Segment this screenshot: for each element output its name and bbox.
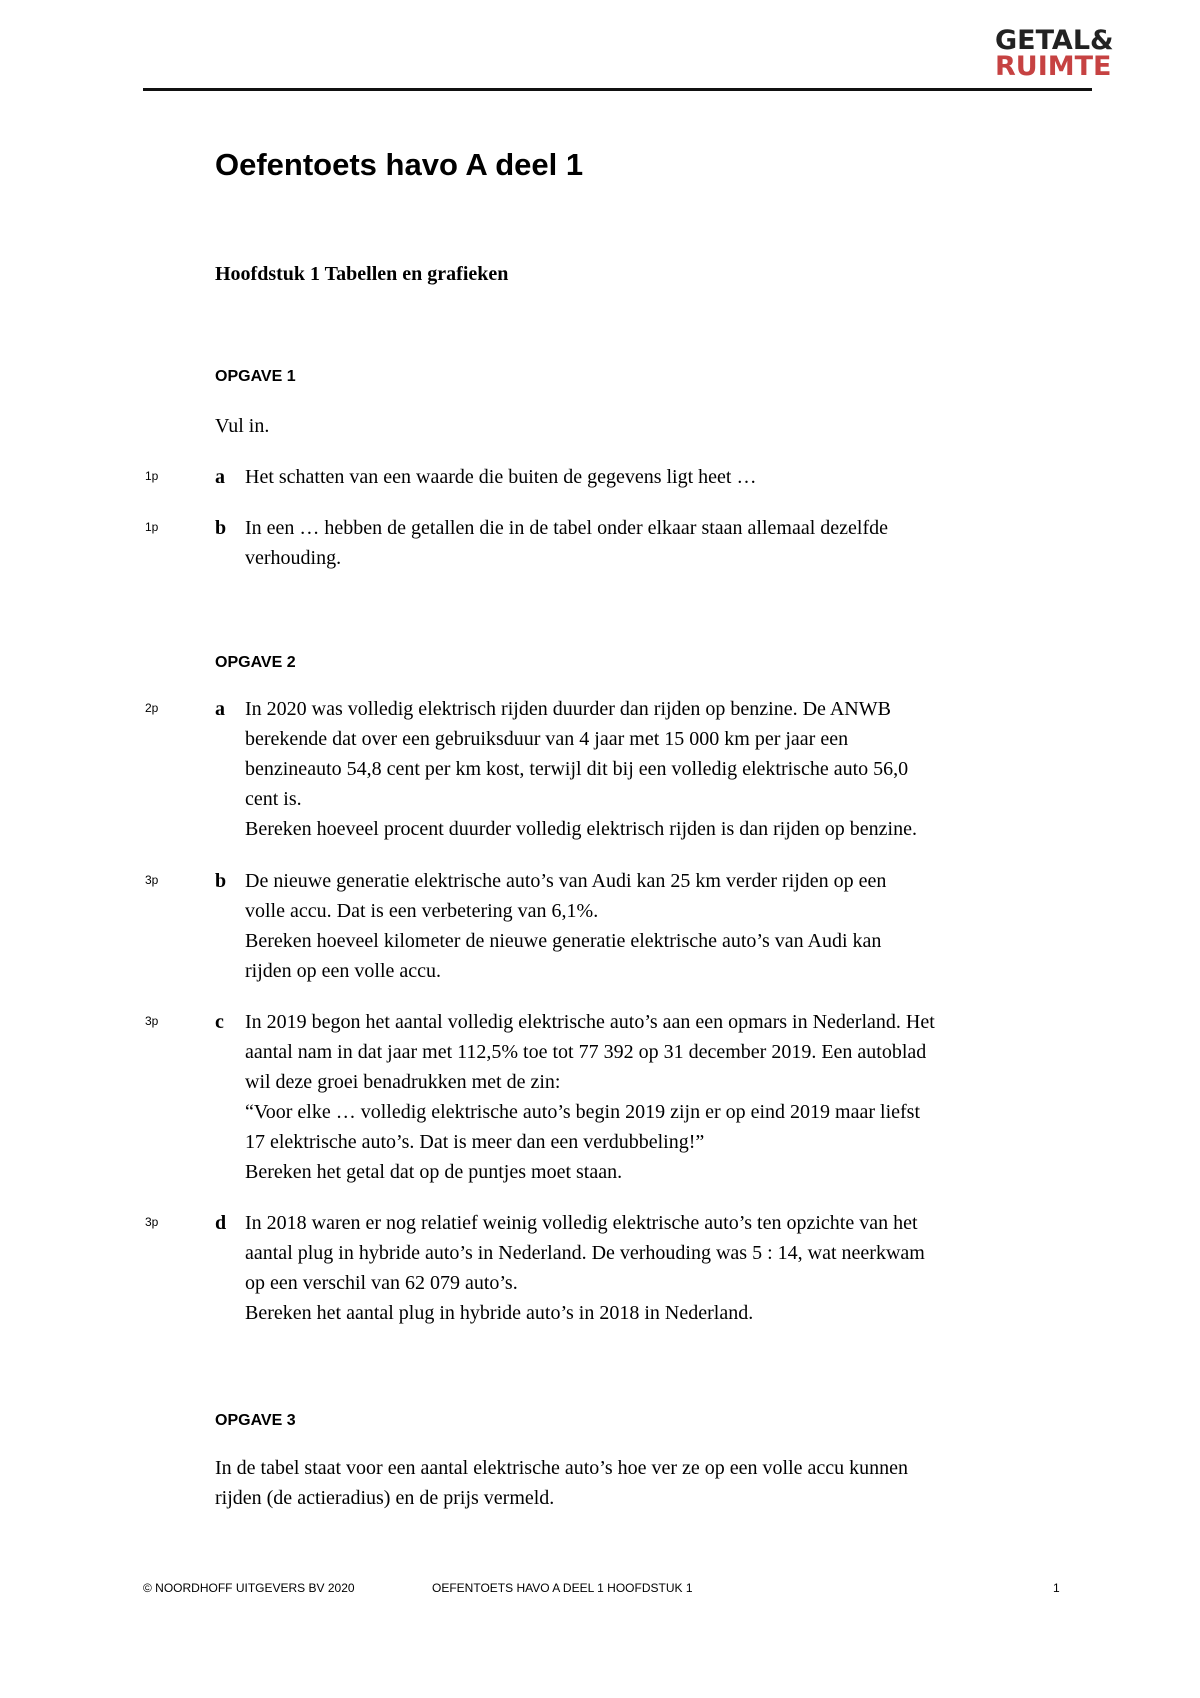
question-text [245,866,1095,986]
opgave-2-heading: OPGAVE 2 [215,654,296,671]
question-line: In een … hebben de getallen die in de tabel onder elkaar staan allemaal dezelfde [245,517,889,539]
question-line: aantal plug in hybride auto’s in Nederland. De verhouding was 5 : 14, wat neerkwam [245,1242,925,1264]
question-line: verhouding. [245,547,342,569]
question-letter: c [215,1011,224,1033]
points-label: 1p [145,469,159,483]
footer-copyright: © NOORDHOFF UITGEVERS BV 2020 [143,1581,355,1595]
brand-logo [995,25,1115,82]
question-line: Bereken het getal dat op de puntjes moet staan. [245,1161,623,1183]
question-line: In 2019 begon het aantal volledig elektrische auto’s aan een opmars in Nederland. Het [245,1011,935,1033]
question-letter: b [215,870,227,892]
page-title: Oefentoets havo A deel 1 [215,147,584,182]
points-label: 2p [145,701,159,715]
question-line: Bereken hoeveel kilometer de nieuwe generatie elektrische auto’s van Audi kan [245,930,882,952]
opgave-1-intro: Vul in. [215,415,270,437]
question-text [245,694,1095,844]
points-label: 1p [145,520,159,534]
question-line: De nieuwe generatie elektrische auto’s van Audi kan 25 km verder rijden op een [245,870,887,892]
points-label: 3p [145,1014,159,1028]
logo-line-2: RUIMTE [995,51,1112,82]
question-line: Bereken het aantal plug in hybride auto’s in 2018 in Nederland. [245,1302,754,1324]
question-line: Bereken hoeveel procent duurder volledig elektrisch rijden is dan rijden op benzine. [245,818,917,840]
question-letter: a [215,698,225,720]
question-text [245,1007,1095,1187]
opgave-3-heading: OPGAVE 3 [215,1412,296,1429]
question-line: “Voor elke … volledig elektrische auto’s begin 2019 zijn er op eind 2019 maar liefst [245,1101,921,1123]
question-text [245,1208,1095,1328]
question-line: In 2018 waren er nog relatief weinig volledig elektrische auto’s ten opzichte van het [245,1212,918,1234]
logo-line-1: GETAL& [995,25,1114,56]
opgave-1-heading: OPGAVE 1 [215,368,296,385]
question-line: berekende dat over een gebruiksduur van 4 jaar met 15 000 km per jaar een [245,728,849,750]
footer-doc-title: OEFENTOETS HAVO A DEEL 1 HOOFDSTUK 1 [432,1581,693,1595]
question-line: cent is. [245,788,302,810]
intro-line: rijden (de actieradius) en de prijs vermeld. [215,1487,555,1509]
question-line: Het schatten van een waarde die buiten de gegevens ligt heet … [245,466,757,488]
chapter-heading: Hoofdstuk 1 Tabellen en grafieken [215,263,509,285]
question-line: In 2020 was volledig elektrisch rijden duurder dan rijden op benzine. De ANWB [245,698,891,720]
question-line: rijden op een volle accu. [245,960,442,982]
question-line: benzineauto 54,8 cent per km kost, terwijl dit bij een volledig elektrische auto 56,0 [245,758,909,780]
question-line: 17 elektrische auto’s. Dat is meer dan een verdubbeling!” [245,1131,705,1153]
opgave-3-intro [215,1453,1095,1513]
question-line: volle accu. Dat is een verbetering van 6,1%. [245,900,599,922]
header-rule [143,88,1092,91]
question-letter: a [215,466,225,488]
question-line: aantal nam in dat jaar met 112,5% toe tot 77 392 op 31 december 2019. Een autoblad [245,1041,927,1063]
question-letter: d [215,1212,227,1234]
intro-line: In de tabel staat voor een aantal elektrische auto’s hoe ver ze op een volle accu kunnen [215,1457,909,1479]
question-text [245,462,1095,492]
points-label: 3p [145,1215,159,1229]
question-letter: b [215,517,227,539]
question-line: wil deze groei benadrukken met de zin: [245,1071,561,1093]
question-text [245,513,1095,573]
footer-page-number: 1 [1053,1581,1060,1595]
points-label: 3p [145,873,159,887]
question-line: op een verschil van 62 079 auto’s. [245,1272,518,1294]
